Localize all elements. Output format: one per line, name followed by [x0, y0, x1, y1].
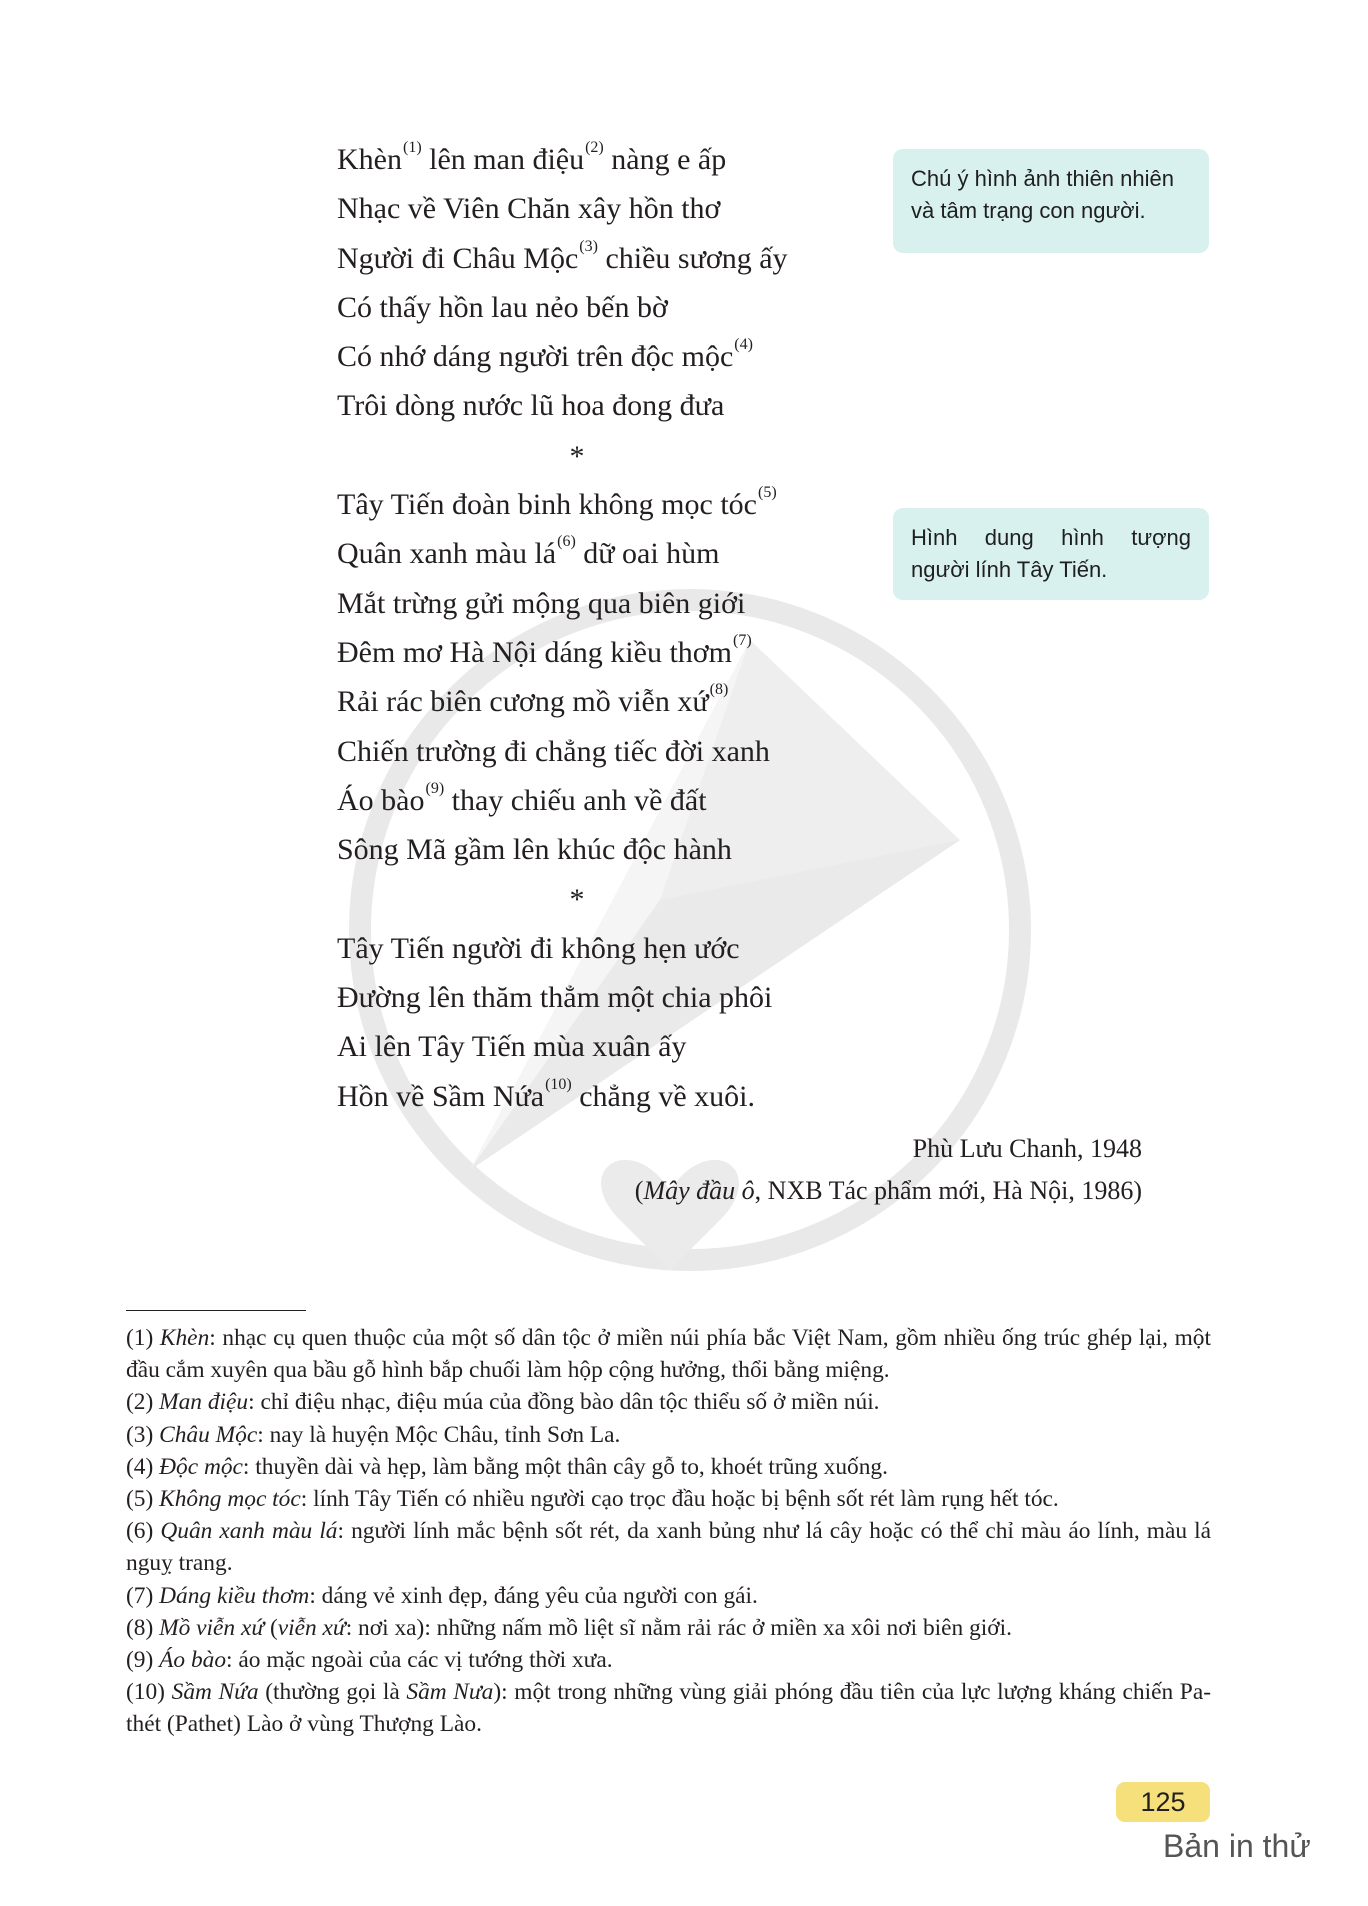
footnote-text: ): một trong những vùng giải phóng đầu tiên của lực lượng kháng chiến Pa-thét (Pathet) Lào ở vùng Thượng Lào.: [126, 1679, 1211, 1738]
line-text: chiều sương ấy: [597, 241, 788, 275]
stanza-separator: *: [569, 883, 585, 917]
footnote-number: (3): [126, 1421, 160, 1448]
footnote-number: (9): [126, 1647, 160, 1674]
footnote-text: : nơi xa): những nấm mồ liệt sĩ nằm rải rác ở miền xa xôi nơi biên giới.: [345, 1614, 1012, 1641]
line-text: Trôi dòng nước lũ hoa đong đưa: [337, 389, 725, 423]
footnote-text: : áo mặc ngoài của các vị tướng thời xưa.: [226, 1647, 613, 1674]
line-text: Có thấy hồn lau nẻo bến bờ: [337, 290, 668, 324]
line-text: Chiến trường đi chẳng tiếc đời xanh: [337, 734, 770, 768]
footnote-divider: [126, 1310, 306, 1311]
footnote-item: [126, 1419, 1211, 1451]
footnote-term: Không mọc tóc: [159, 1486, 301, 1513]
footnote-number: (10): [126, 1679, 172, 1706]
line-text: Áo bào: [337, 783, 425, 817]
line-text: lên man điệu: [421, 143, 585, 176]
footnote-marker: (2): [585, 139, 604, 156]
footnote-item: [126, 1451, 1211, 1483]
line-text: Quân xanh màu lá: [337, 537, 557, 571]
footnote-item: [126, 1386, 1211, 1418]
poem-stanza-1: [337, 135, 897, 431]
page-number-badge: 125: [1116, 1782, 1210, 1822]
footnote-item: [126, 1612, 1211, 1644]
footnote-item: [126, 1644, 1211, 1676]
footnote-marker: (1): [402, 139, 422, 156]
footnote-item: [126, 1515, 1211, 1579]
line-text: dữ oai hùm: [575, 537, 720, 571]
poem-line: [337, 973, 897, 1022]
footnote-text: : chỉ điệu nhạc, điệu múa của đồng bào dân tộc thiểu số ở miền núi.: [248, 1389, 880, 1416]
author-line: Phù Lưu Chanh, 1948: [912, 1134, 1142, 1163]
poem-line: [337, 135, 897, 184]
line-text: Khèn: [337, 143, 402, 176]
poem-line: [337, 381, 897, 430]
poem-line: [337, 579, 897, 628]
footnote-text: : nhạc cụ quen thuộc của một số dân tộc ở miền núi phía bắc Việt Nam, gồm nhiều ống trúc ghép lại, một đầu cắm xuyên qua bầu gỗ hình bắp chuối làm hộp cộng hưởng, thổi bằng miệng.: [126, 1325, 1211, 1384]
line-text: Sông Mã gầm lên khúc độc hành: [337, 833, 732, 867]
poem-line: [337, 332, 897, 381]
poem-line: [337, 529, 897, 578]
poem-line: [337, 480, 897, 529]
footnote-number: (6): [126, 1518, 161, 1545]
footnote-term: viễn xứ: [277, 1614, 346, 1641]
poem-attribution: [635, 1128, 1142, 1212]
footnote-marker: (4): [734, 336, 753, 354]
footnote-term: Quân xanh màu lá: [160, 1518, 338, 1545]
footnote-term: Khèn: [159, 1325, 210, 1351]
line-text: Hồn về Sầm Nứa: [337, 1079, 545, 1113]
poem-line: [337, 234, 897, 283]
line-text: Người đi Châu Mộc: [337, 241, 579, 275]
poem-line: [337, 727, 897, 776]
poem-line: [337, 825, 897, 874]
footnote-term: Man điệu: [159, 1389, 249, 1416]
footnote-text: : thuyền dài và hẹp, làm bằng một thân cây gỗ to, khoét trũng xuống.: [242, 1453, 888, 1480]
footnote-term: Độc mộc: [159, 1453, 243, 1480]
line-text: Có nhớ dáng người trên độc mộc: [337, 340, 734, 374]
footnote-term: Áo bào: [159, 1647, 227, 1674]
footnote-number: (2): [126, 1389, 160, 1416]
draft-label: Bản in thử: [1163, 1828, 1311, 1864]
footnote-text: : lính Tây Tiến có nhiều người cạo trọc đầu hoặc bị bệnh sốt rét làm rụng hết tóc.: [300, 1486, 1059, 1513]
footnote-marker: (8): [709, 681, 729, 699]
footnotes: [126, 1322, 1211, 1741]
footnote-number: (4): [126, 1453, 160, 1480]
line-text: Ai lên Tây Tiến mùa xuân ấy: [337, 1030, 687, 1064]
poem-line: [337, 628, 897, 677]
footnote-marker: (7): [733, 631, 752, 649]
poem-line: [337, 184, 897, 233]
side-note-nature: Chú ý hình ảnh thiên nhiên và tâm trạng con người.: [893, 149, 1209, 253]
line-text: Tây Tiến đoàn binh không mọc tóc: [337, 488, 757, 522]
footnote-text: (: [264, 1614, 278, 1641]
poem-line: [337, 677, 897, 726]
poem-line: [337, 1022, 897, 1071]
line-text: chẳng về xuôi.: [571, 1079, 755, 1113]
line-text: Tây Tiến người đi không hẹn ước: [337, 931, 740, 965]
footnote-term: Sầm Nứa: [171, 1679, 259, 1706]
footnote-number: (1): [126, 1325, 160, 1351]
footnote-term: Dáng kiều thơm: [159, 1582, 310, 1609]
poem: [337, 135, 897, 1121]
poem-stanza-3: [337, 924, 897, 1121]
footnote-text: : nay là huyện Mộc Châu, tỉnh Sơn La.: [257, 1421, 621, 1448]
line-text: Nhạc về Viên Chăn xây hồn thơ: [337, 192, 721, 226]
footnote-term: Sầm Nưa: [406, 1679, 494, 1706]
poem-line: [337, 1072, 897, 1121]
line-text: Đêm mơ Hà Nội dáng kiều thơm: [337, 635, 732, 669]
footnote-term: Mồ viễn xứ: [159, 1614, 265, 1641]
footnote-item: [126, 1322, 1211, 1386]
side-note-soldier: Hình dung hình tượng người lính Tây Tiến.: [893, 508, 1209, 600]
footnote-term: Châu Mộc: [159, 1421, 258, 1448]
line-text: Mắt trừng gửi mộng qua biên giới: [337, 586, 746, 620]
footnote-text: : dáng vẻ xinh đẹp, đáng yêu của người con gái.: [309, 1582, 758, 1609]
footnote-item: [126, 1580, 1211, 1612]
footnote-item: [126, 1676, 1211, 1740]
footnote-text: : người lính mắc bệnh sốt rét, da xanh bủng như lá cây hoặc có thể chỉ màu áo lính, màu lá nguỵ trang.: [126, 1518, 1212, 1577]
line-text: nàng e ấp: [603, 143, 727, 176]
footnote-number: (5): [126, 1486, 160, 1513]
footnote-marker: (10): [545, 1075, 572, 1093]
poem-line: [337, 283, 897, 332]
line-text: Rải rác biên cương mồ viễn xứ: [337, 685, 709, 719]
footnote-item: [126, 1483, 1211, 1515]
poem-line: [337, 924, 897, 973]
footnote-marker: (6): [557, 533, 576, 551]
footnote-number: (7): [126, 1582, 160, 1609]
footnote-marker: (9): [425, 779, 445, 797]
stanza-separator: *: [569, 439, 585, 473]
line-text: thay chiếu anh về đất: [444, 783, 707, 817]
footnote-marker: (5): [757, 484, 777, 502]
poem-stanza-2: [337, 480, 897, 874]
footnote-text: (thường gọi là: [258, 1679, 407, 1706]
line-text: Đường lên thăm thẳm một chia phôi: [337, 981, 773, 1015]
footnote-marker: (3): [579, 237, 598, 255]
source-line: (Mây đầu ô, NXB Tác phẩm mới, Hà Nội, 1986): [634, 1176, 1142, 1205]
footnote-number: (8): [126, 1614, 160, 1641]
poem-line: [337, 776, 897, 825]
